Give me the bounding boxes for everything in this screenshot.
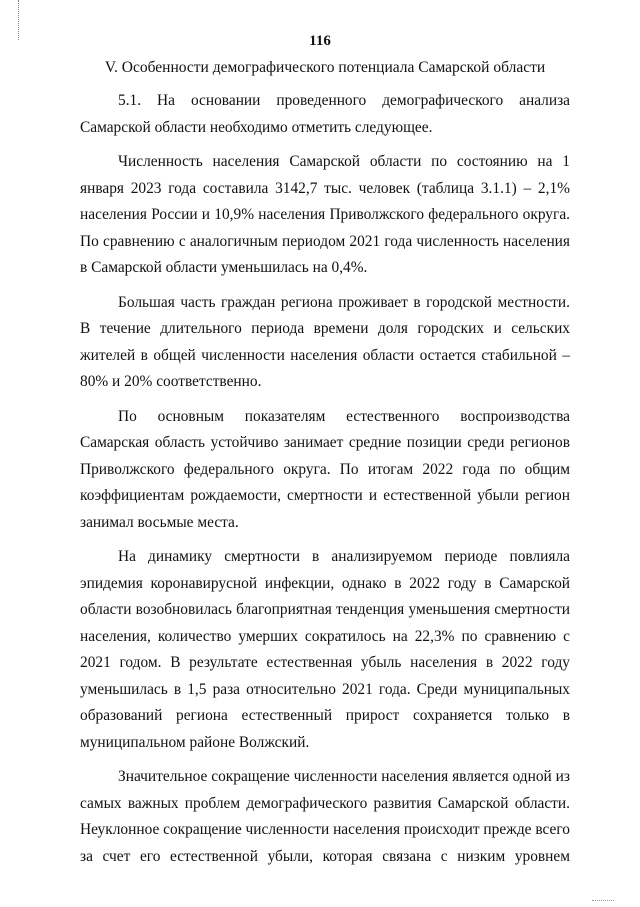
paragraph-mortality: На динамику смертности в анализируемом периоде повлияла эпидемия коронавирусной инфекции, однако в 2022 году в Самарской области возобновилась благоприятная тенденция уменьшения смертности населения, количество умерших сократилось на 22,3% по сравнению с 2021 годом. В результате естественная убыль населения в 2022 году уменьшилась в 1,5 раза относительно 2021 года. Среди муниципальных образований региона естественный прирост сохраняется только в муниципальном районе Волжский.	[80, 548, 570, 751]
paragraph-urban-rural: Большая часть граждан региона проживает в городской местности. В течение длительного периода времени доля городских и сельских жителей в общей численности населения области остается стабильной – 80% и 20% соответственно.	[80, 293, 570, 390]
scan-corner-mark	[592, 896, 614, 901]
section-title: V. Особенности демографического потенциала Самарской области	[104, 59, 546, 76]
body-text	[80, 88, 570, 878]
paragraph-reproduction: По основным показателям естественного воспроизводства Самарская область устойчиво занимает средние позиции среди регионов Приволжского федерального округа. По итогам 2022 года по общим коэффициентам рождаемости, смертности и естественной убыли регион занимал восьмые места.	[80, 407, 570, 531]
page-number: 116	[309, 33, 331, 49]
paragraph-population: Численность населения Самарской области по состоянию на 1 января 2023 года составила 3142,7 тыс. человек (таблица 3.1.1) – 2,1% населения России и 10,9% населения Приволжского федерального округа. По сравнению с аналогичным периодом 2021 года численность населения в Самарской области уменьшилась на 0,4%.	[80, 153, 570, 276]
paragraph-5-1: 5.1. На основании проведенного демографического анализа Самарской области необходимо отметить следующее.	[80, 92, 570, 136]
paragraph-decline: Значительное сокращение численности населения является одной из самых важных проблем демографического развития Самарской области. Неуклонное сокращение численности населения происходит прежде всего за счет его естественной убыли, которая связана с низким уровнем	[80, 768, 570, 865]
